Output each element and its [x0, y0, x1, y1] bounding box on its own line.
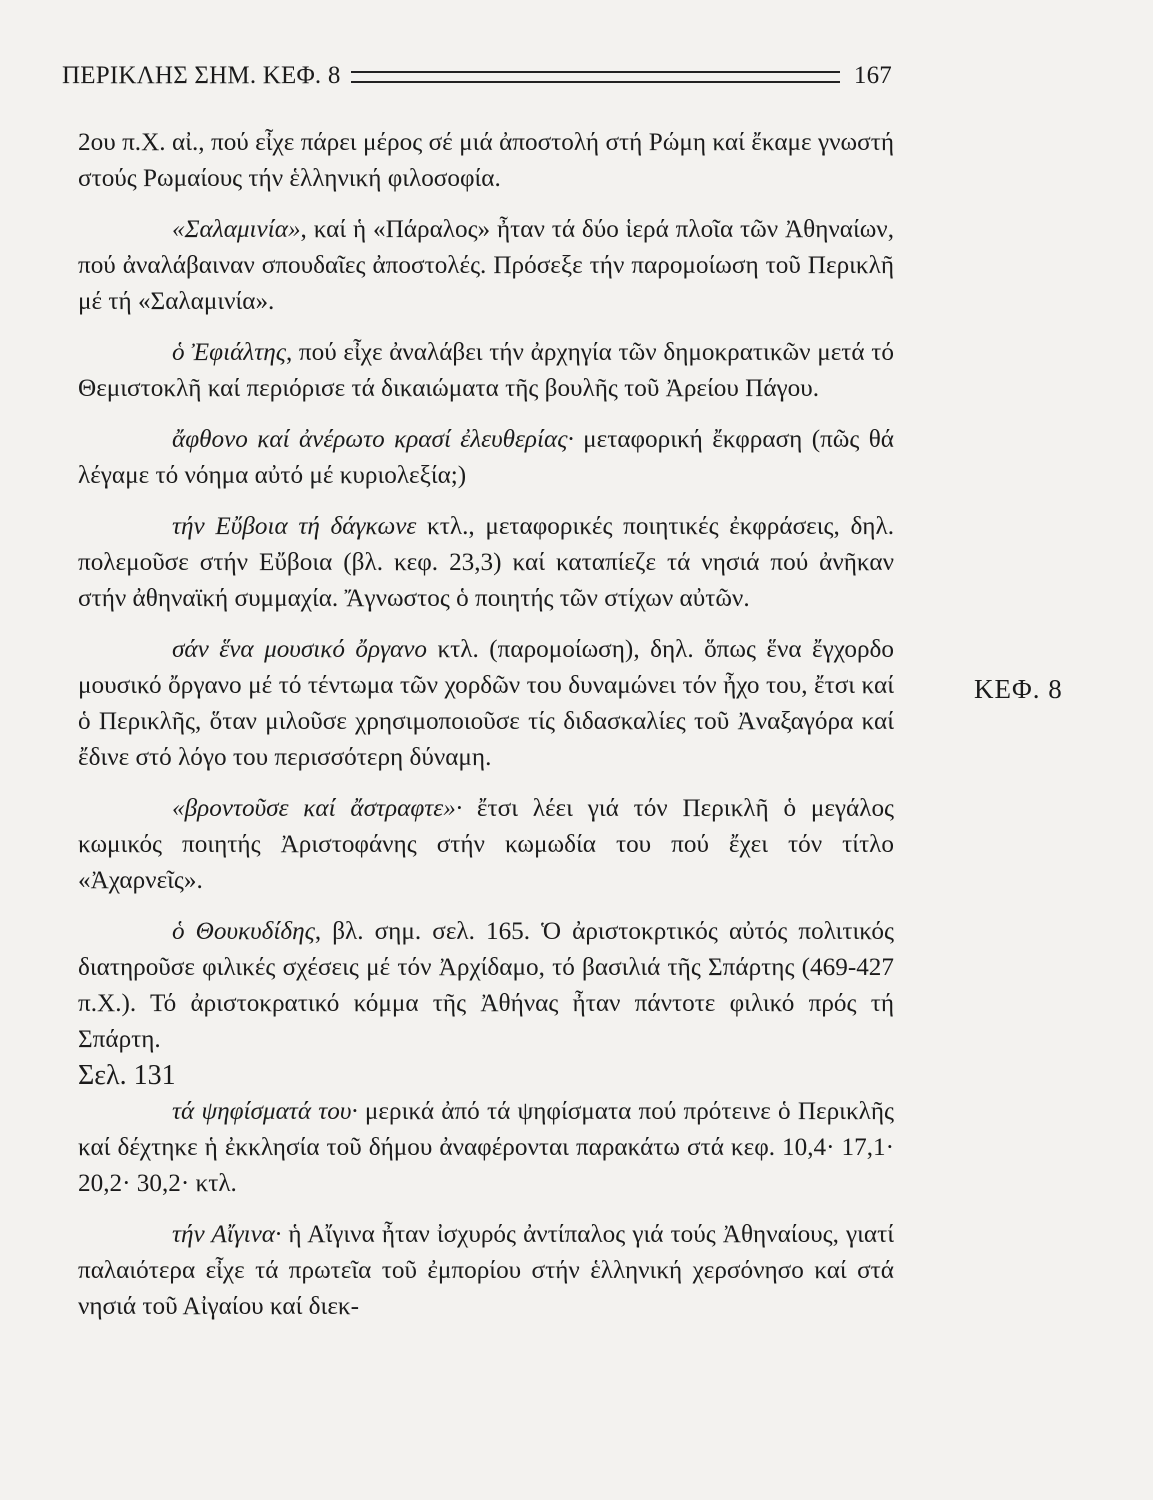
note-text: , καί ἡ «Πάραλος» ἦταν τά δύο ἱερά πλοῖα τῶν Ἀθηναίων, πού ἀναλάβαιναν σπουδαῖες ἀποστολές. Πρόσεξε τήν παρομοίωση τοῦ Περικλῆ μέ τή «Σαλαμινία». [78, 216, 894, 315]
note-term: ἄφθονο καί ἀνέρωτο κρασί ἐλευθερίας· [172, 426, 574, 453]
note-text: ἡ Αἴγινα ἦταν ἰσχυρός ἀντίπαλος γιά τούς Ἀθηναίους, γιατί παλαιότερα εἶχε τά πρωτεῖα τοῦ ἐμπορίου στήν ἑλληνική χερσόνησο καί στά νησιά τοῦ Αἰγαίου καί διεκ- [78, 1221, 894, 1320]
paragraph-continuation: 2ου π.Χ. αἰ., πού εἶχε πάρει μέρος σέ μιά ἀποστολή στή Ρώμη καί ἔκαμε γνωστή στούς Ρωμαίους τήν ἑλληνική φιλοσοφία. [78, 129, 894, 192]
note-term: τά ψηφίσματά του· [172, 1098, 358, 1125]
note-text: , πού εἶχε ἀναλάβει τήν ἀρχηγία τῶν δημοκρατικῶν μετά τό Θεμιστοκλῆ καί περιόρισε τά δικαιώματα τῆς βουλῆς τοῦ Ἀρείου Πάγου. [78, 339, 894, 402]
note-term: ὁ Θουκυδίδης [172, 918, 315, 945]
page-number: 167 [853, 62, 892, 89]
note-entry [78, 422, 894, 494]
note-entry [78, 791, 894, 899]
body-text [78, 125, 894, 1325]
running-title: ΠΕΡΙΚΛΗΣ ΣΗΜ. ΚΕΦ. 8 [62, 62, 341, 89]
note-term: σάν ἕνα μουσικό ὄργανο [172, 636, 428, 663]
note-entry [78, 914, 894, 1058]
note-text: μερικά ἀπό τά ψηφίσματα πού πρότεινε ὁ Περικλῆς καί δέχτηκε ἡ ἐκκλησία τοῦ δήμου ἀναφέρονται παρακάτω στά κεφ. 10,4· 17,1· 20,2· 30,2· κτλ. [78, 1098, 895, 1197]
section-heading: Σελ. 131 [78, 1060, 176, 1091]
note-entry [78, 1094, 894, 1202]
note-term: τήν Εὔβοια τή δάγκωνε [172, 513, 417, 540]
note-term: «Σαλαμινία» [172, 216, 301, 243]
note-entry [78, 335, 894, 407]
note-text: , βλ. σημ. σελ. 165. Ὁ ἀριστοκρτικός αὐτός πολιτικός διατηροῦσε φιλικές σχέσεις μέ τόν Ἀρχίδαμο, τό βασιλιά τῆς Σπάρτης (469-427 π.Χ.). Τό ἀριστοκρατικό κόμμα τῆς Ἀθήνας ἦταν πάντοτε φιλικό πρός τή Σπάρτη. [78, 918, 894, 1053]
note-entry [78, 509, 894, 617]
note-entry [78, 212, 894, 320]
note-text: ἔτσι λέει γιά τόν Περικλῆ ὁ μεγάλος κωμικός ποιητής Ἀριστοφάνης στήν κωμωδία του πού ἔχει τόν τίτλο «Ἀχαρνεῖς». [78, 795, 895, 894]
note-term: ὁ Ἐφιάλτης [172, 339, 286, 366]
running-header [62, 60, 892, 92]
note-text: κτλ. (παρομοίωση), δηλ. ὅπως ἕνα ἔγχορδο μουσικό ὄργανο μέ τό τέντωμα τῶν χορδῶν του δυναμώνει τόν ἦχο του, ἔτσι καί ὁ Περικλῆς, ὅταν μιλοῦσε χρησιμοποιοῦσε τίς διδασκαλίες τοῦ Ἀναξαγόρα καί ἔδινε στό λόγο του περισσότερη δύναμη. [78, 636, 894, 771]
note-text: μεταφορική ἔκφραση (πῶς θά λέγαμε τό νόημα αὐτό μέ κυριολεξία;) [78, 426, 894, 489]
note-entry [78, 632, 894, 776]
note-text: κτλ., μεταφορικές ποιητικές ἐκφράσεις, δηλ. πολεμοῦσε στήν Εὔβοια (βλ. κεφ. 23,3) καί καταπίεζε τά νησιά πού ἀνῆκαν στήν ἀθηναϊκή συμμαχία. Ἄγνωστος ὁ ποιητής τῶν στίχων αὐτῶν. [78, 513, 894, 612]
margin-chapter-note: ΚΕΦ. 8 [974, 674, 1063, 704]
note-term: τήν Αἴγινα· [172, 1221, 282, 1248]
note-term: «βροντοῦσε καί ἄστραφτε»· [172, 795, 463, 822]
note-entry [78, 1217, 894, 1325]
header-double-rule [351, 71, 840, 83]
